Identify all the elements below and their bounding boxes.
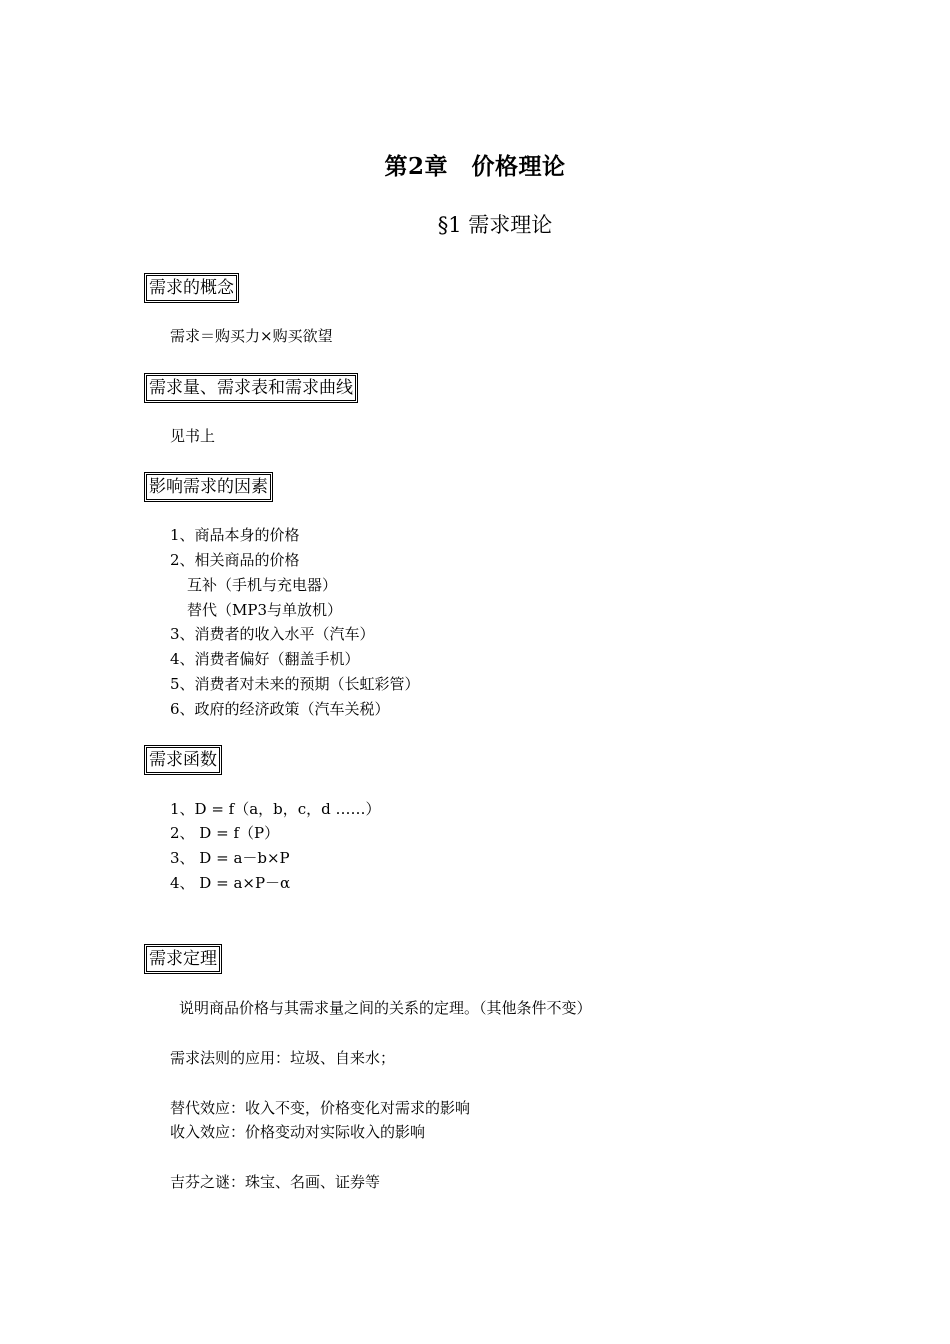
- list-item: 5、消费者对未来的预期（长虹彩管）: [170, 675, 420, 693]
- list-item: 替代（MP3与单放机）: [187, 601, 342, 619]
- section-heading-demand-concept: 需求的概念: [144, 273, 239, 303]
- section-heading-law-of-demand: 需求定理: [144, 944, 222, 974]
- list-item: 6、政府的经济政策（汽车关税）: [170, 700, 390, 718]
- list-item: 1、商品本身的价格: [170, 526, 300, 544]
- chapter-title: 第2章 价格理论: [384, 153, 566, 180]
- list-item: 4、消费者偏好（翻盖手机）: [170, 650, 360, 668]
- formula-line: 2、 D = f（P）: [170, 824, 280, 842]
- section-heading-demand-function: 需求函数: [144, 745, 222, 775]
- section-heading-demand-schedule: 需求量、需求表和需求曲线: [144, 373, 358, 403]
- body-line: 需求法则的应用：垃圾、自来水；: [170, 1049, 396, 1067]
- body-line: 收入效应：价格变动对实际收入的影响: [170, 1123, 426, 1141]
- body-line: 说明商品价格与其需求量之间的关系的定理。（其他条件不变）: [179, 999, 592, 1017]
- list-item: 3、消费者的收入水平（汽车）: [170, 625, 375, 643]
- section-title: §1 需求理论: [437, 213, 553, 237]
- formula-line: 3、 D = a－b×P: [170, 849, 290, 867]
- list-item: 2、相关商品的价格: [170, 551, 300, 569]
- formula-line: 1、D = f（a，b，c，d ……）: [170, 800, 381, 818]
- list-item: 互补（手机与充电器）: [187, 576, 338, 594]
- body-line: 见书上: [170, 427, 216, 445]
- formula-line: 4、 D = a×P－α: [170, 874, 291, 892]
- body-line: 需求＝购买力×购买欲望: [170, 327, 333, 345]
- body-line: 替代效应：收入不变，价格变化对需求的影响: [170, 1099, 471, 1117]
- body-line: 吉芬之谜：珠宝、名画、证券等: [170, 1173, 381, 1191]
- section-heading-demand-factors: 影响需求的因素: [144, 472, 273, 502]
